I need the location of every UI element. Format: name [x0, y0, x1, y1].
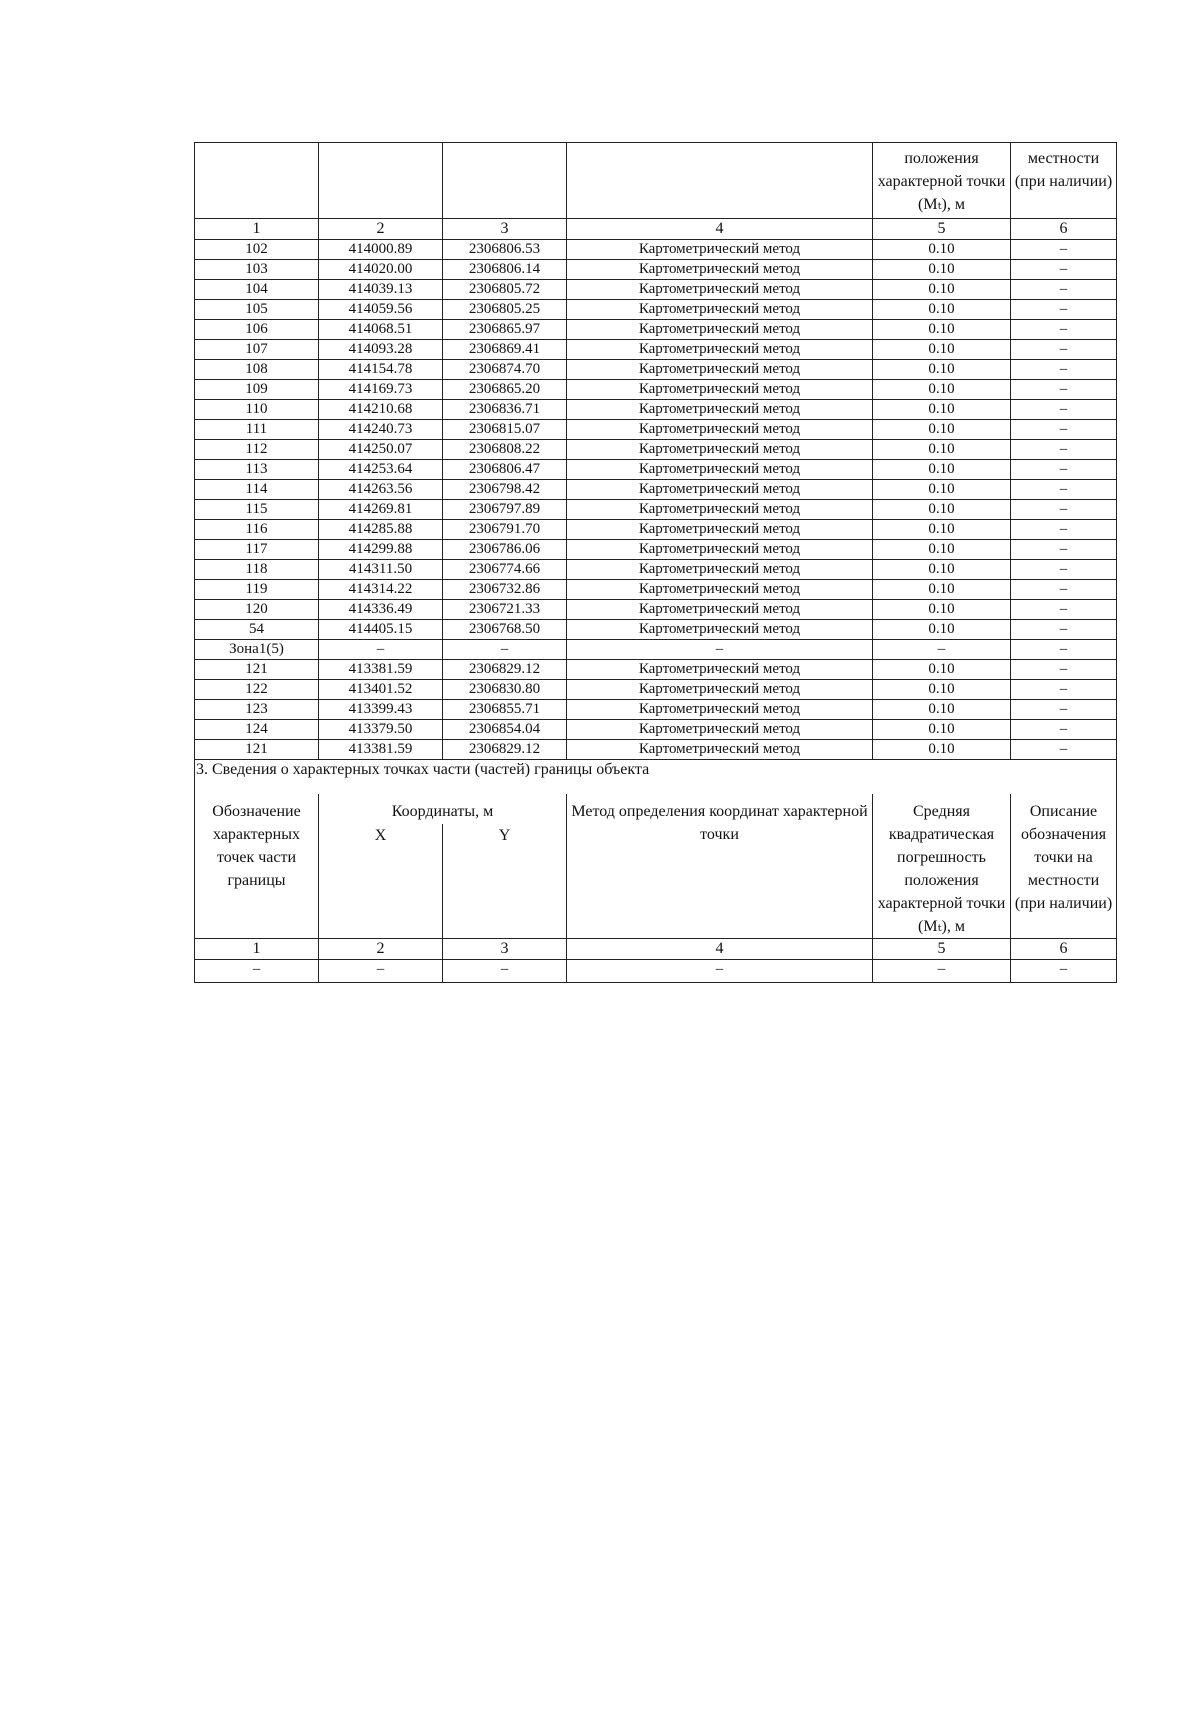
table-cell: – — [1011, 680, 1117, 700]
table-cell: – — [1011, 700, 1117, 720]
table-cell: – — [873, 960, 1011, 983]
header-cell-empty — [195, 143, 319, 219]
table-cell: – — [319, 640, 443, 660]
table-cell: 414093.28 — [319, 340, 443, 360]
column-number: 1 — [195, 939, 319, 960]
table-cell: – — [1011, 460, 1117, 480]
table-cell: Картометрический метод — [567, 260, 873, 280]
column-number-row — [195, 939, 1117, 960]
table-cell: 116 — [195, 520, 319, 540]
table-cell: – — [1011, 240, 1117, 260]
table-cell: 112 — [195, 440, 319, 460]
table-cell: – — [1011, 400, 1117, 420]
table-cell: 414285.88 — [319, 520, 443, 540]
table-row — [195, 300, 1117, 320]
table-cell: 0.10 — [873, 580, 1011, 600]
table-cell: Картометрический метод — [567, 240, 873, 260]
table-row — [195, 600, 1117, 620]
table-cell: Картометрический метод — [567, 700, 873, 720]
header-description: местности (при наличии) — [1011, 143, 1117, 219]
column-number: 4 — [567, 219, 873, 240]
table-cell: 2306865.20 — [443, 380, 567, 400]
table-cell: – — [1011, 620, 1117, 640]
table-cell: Картометрический метод — [567, 620, 873, 640]
table-cell: 414000.89 — [319, 240, 443, 260]
table-row — [195, 700, 1117, 720]
table-row — [195, 620, 1117, 640]
table-row — [195, 420, 1117, 440]
table-cell: – — [1011, 520, 1117, 540]
table-cell: 414039.13 — [319, 280, 443, 300]
table-cell: 414269.81 — [319, 500, 443, 520]
table-cell: – — [1011, 560, 1117, 580]
table-row — [195, 660, 1117, 680]
table-cell: – — [567, 960, 873, 983]
table-cell: Картометрический метод — [567, 500, 873, 520]
table-cell: – — [1011, 480, 1117, 500]
table-cell: 103 — [195, 260, 319, 280]
table-cell: 2306865.97 — [443, 320, 567, 340]
table-cell: 413399.43 — [319, 700, 443, 720]
table-cell: 0.10 — [873, 420, 1011, 440]
table-cell: 414263.56 — [319, 480, 443, 500]
table-cell: 414250.07 — [319, 440, 443, 460]
table-cell: Картометрический метод — [567, 540, 873, 560]
table-cell: 2306806.53 — [443, 240, 567, 260]
table-cell: 123 — [195, 700, 319, 720]
table-cell: – — [1011, 300, 1117, 320]
table-cell: 0.10 — [873, 700, 1011, 720]
table-cell: 2306829.12 — [443, 660, 567, 680]
table-cell: – — [1011, 420, 1117, 440]
column-number: 2 — [319, 219, 443, 240]
header-x: X — [319, 824, 443, 938]
table-cell: 2306830.80 — [443, 680, 567, 700]
table-cell: 414336.49 — [319, 600, 443, 620]
table-cell: 2306805.25 — [443, 300, 567, 320]
column-number: 6 — [1011, 219, 1117, 240]
table-row — [195, 260, 1117, 280]
table-cell: 119 — [195, 580, 319, 600]
table-cell: 0.10 — [873, 260, 1011, 280]
table-cell: 124 — [195, 720, 319, 740]
table-cell: 0.10 — [873, 300, 1011, 320]
table-cell: Картометрический метод — [567, 360, 873, 380]
table-cell: 2306732.86 — [443, 580, 567, 600]
table-cell: 0.10 — [873, 560, 1011, 580]
table-row — [195, 520, 1117, 540]
table-cell: – — [1011, 380, 1117, 400]
table-cell: 2306786.06 — [443, 540, 567, 560]
table-cell: 110 — [195, 400, 319, 420]
table-cell: 54 — [195, 620, 319, 640]
table-cell: Картометрический метод — [567, 600, 873, 620]
table-row — [195, 320, 1117, 340]
table-cell: 414253.64 — [319, 460, 443, 480]
table-cell: – — [1011, 720, 1117, 740]
table-cell: 414059.56 — [319, 300, 443, 320]
table-cell: 2306854.04 — [443, 720, 567, 740]
table-cell: 2306874.70 — [443, 360, 567, 380]
column-number: 3 — [443, 939, 567, 960]
table-cell: – — [1011, 340, 1117, 360]
table-row — [195, 580, 1117, 600]
column-number-row — [195, 219, 1117, 240]
table-cell: 118 — [195, 560, 319, 580]
table-cell: – — [1011, 540, 1117, 560]
table-cell: 0.10 — [873, 280, 1011, 300]
table-cell: 115 — [195, 500, 319, 520]
coordinates-table — [194, 142, 1117, 983]
table-cell: 413379.50 — [319, 720, 443, 740]
table-row — [195, 280, 1117, 300]
table-cell: 122 — [195, 680, 319, 700]
table-cell: – — [1011, 280, 1117, 300]
table-cell: Картометрический метод — [567, 720, 873, 740]
table-cell: 107 — [195, 340, 319, 360]
table-cell: 0.10 — [873, 520, 1011, 540]
table-cell: 104 — [195, 280, 319, 300]
table-cell: Картометрический метод — [567, 480, 873, 500]
table-cell: 109 — [195, 380, 319, 400]
table-cell: 121 — [195, 660, 319, 680]
table-row — [195, 500, 1117, 520]
table-cell: 2306797.89 — [443, 500, 567, 520]
section-3-header-row — [195, 794, 1117, 824]
table-cell: 0.10 — [873, 600, 1011, 620]
table-row — [195, 740, 1117, 760]
table-cell: – — [1011, 320, 1117, 340]
column-number: 2 — [319, 939, 443, 960]
table-cell: 0.10 — [873, 360, 1011, 380]
table-cell: 0.10 — [873, 440, 1011, 460]
table-cell: 414240.73 — [319, 420, 443, 440]
table-cell: 414020.00 — [319, 260, 443, 280]
table-cell: Картометрический метод — [567, 420, 873, 440]
table-row — [195, 480, 1117, 500]
table-cell: – — [1011, 580, 1117, 600]
table-cell: 106 — [195, 320, 319, 340]
header-cell-empty — [443, 143, 567, 219]
table-cell: 0.10 — [873, 720, 1011, 740]
table-cell: 2306791.70 — [443, 520, 567, 540]
table-cell: 413401.52 — [319, 680, 443, 700]
column-number: 6 — [1011, 939, 1117, 960]
table-cell: 0.10 — [873, 680, 1011, 700]
table-cell: 2306806.14 — [443, 260, 567, 280]
header-method: Метод определения координат характерной точки — [567, 794, 873, 939]
table-cell: Картометрический метод — [567, 680, 873, 700]
table-cell: – — [567, 640, 873, 660]
table-cell: 2306836.71 — [443, 400, 567, 420]
table-cell: Картометрический метод — [567, 460, 873, 480]
table-cell: 0.10 — [873, 740, 1011, 760]
header-description: Описание обозначения точки на местности (при наличии) — [1011, 794, 1117, 939]
table-cell: 2306806.47 — [443, 460, 567, 480]
table-cell: 114 — [195, 480, 319, 500]
table-cell: Картометрический метод — [567, 740, 873, 760]
table-cell: – — [1011, 740, 1117, 760]
table-row — [195, 460, 1117, 480]
table-cell: – — [1011, 260, 1117, 280]
table-cell: 2306829.12 — [443, 740, 567, 760]
table-cell: – — [1011, 600, 1117, 620]
table-cell: 0.10 — [873, 460, 1011, 480]
table-cell: 2306869.41 — [443, 340, 567, 360]
table-cell: – — [1011, 640, 1117, 660]
continued-header-row — [195, 143, 1117, 219]
header-cell-empty — [567, 143, 873, 219]
table-cell: 0.10 — [873, 340, 1011, 360]
table-cell: 0.10 — [873, 400, 1011, 420]
table-row — [195, 560, 1117, 580]
table-cell: 0.10 — [873, 620, 1011, 640]
table-row — [195, 380, 1117, 400]
table-cell: 113 — [195, 460, 319, 480]
table-cell: 414405.15 — [319, 620, 443, 640]
column-number: 4 — [567, 939, 873, 960]
table-cell: Картометрический метод — [567, 400, 873, 420]
table-cell: 102 — [195, 240, 319, 260]
table-cell: – — [1011, 960, 1117, 983]
table-cell: 120 — [195, 600, 319, 620]
table-cell: 414068.51 — [319, 320, 443, 340]
header-accuracy: положения характерной точки (Mₜ), м — [873, 143, 1011, 219]
column-number: 1 — [195, 219, 319, 240]
table-cell: 121 — [195, 740, 319, 760]
header-cell-empty — [319, 143, 443, 219]
table-row — [195, 640, 1117, 660]
table-cell: – — [443, 960, 567, 983]
table-cell: – — [1011, 440, 1117, 460]
table-cell: Картометрический метод — [567, 440, 873, 460]
column-number: 5 — [873, 219, 1011, 240]
column-number: 3 — [443, 219, 567, 240]
table-cell: 0.10 — [873, 320, 1011, 340]
table-cell: – — [873, 640, 1011, 660]
table-row — [195, 400, 1117, 420]
table-cell: Картометрический метод — [567, 580, 873, 600]
table-cell: 414314.22 — [319, 580, 443, 600]
header-point-designation: Обозначение характерных точек части границы — [195, 794, 319, 939]
header-y: Y — [443, 824, 567, 938]
table-cell: 0.10 — [873, 380, 1011, 400]
section-3-title-row — [195, 760, 1117, 795]
table-cell: Картометрический метод — [567, 520, 873, 540]
table-row — [195, 240, 1117, 260]
header-accuracy: Средняя квадратическая погрешность положения характерной точки (Mₜ), м — [873, 794, 1011, 939]
header-coordinates: Координаты, м — [319, 794, 567, 824]
table-cell: 2306805.72 — [443, 280, 567, 300]
table-cell: Картометрический метод — [567, 300, 873, 320]
table-cell: 414154.78 — [319, 360, 443, 380]
table-cell: – — [1011, 360, 1117, 380]
table-cell: 0.10 — [873, 480, 1011, 500]
table-cell: 413381.59 — [319, 740, 443, 760]
table-row — [195, 360, 1117, 380]
table-cell: – — [1011, 660, 1117, 680]
table-cell: Картометрический метод — [567, 280, 873, 300]
table-cell: 0.10 — [873, 660, 1011, 680]
table-cell: 414169.73 — [319, 380, 443, 400]
table-cell: 2306798.42 — [443, 480, 567, 500]
table-cell: Картометрический метод — [567, 320, 873, 340]
table-row — [195, 440, 1117, 460]
table-cell: 2306768.50 — [443, 620, 567, 640]
table-cell: 105 — [195, 300, 319, 320]
table-cell: 0.10 — [873, 240, 1011, 260]
table-cell: 0.10 — [873, 540, 1011, 560]
table-row — [195, 340, 1117, 360]
table-cell: 413381.59 — [319, 660, 443, 680]
table-cell: Зона1(5) — [195, 640, 319, 660]
table-cell: Картометрический метод — [567, 560, 873, 580]
table-cell: 414210.68 — [319, 400, 443, 420]
table-cell: 2306774.66 — [443, 560, 567, 580]
table-row — [195, 680, 1117, 700]
table-row — [195, 720, 1117, 740]
table-cell: 414311.50 — [319, 560, 443, 580]
table-cell: 2306721.33 — [443, 600, 567, 620]
table-cell: Картометрический метод — [567, 380, 873, 400]
table-cell: Картометрический метод — [567, 660, 873, 680]
table-cell: – — [1011, 500, 1117, 520]
table-cell: – — [319, 960, 443, 983]
table-cell: 2306808.22 — [443, 440, 567, 460]
table-cell: – — [195, 960, 319, 983]
table-cell: Картометрический метод — [567, 340, 873, 360]
column-number: 5 — [873, 939, 1011, 960]
table-cell: 108 — [195, 360, 319, 380]
table-cell: – — [443, 640, 567, 660]
table-cell: 0.10 — [873, 500, 1011, 520]
table-row — [195, 540, 1117, 560]
table-cell: 111 — [195, 420, 319, 440]
table-cell: 2306855.71 — [443, 700, 567, 720]
table-cell: 2306815.07 — [443, 420, 567, 440]
table-row — [195, 960, 1117, 983]
table-cell: 414299.88 — [319, 540, 443, 560]
table-cell: 117 — [195, 540, 319, 560]
section-3-title: 3. Сведения о характерных точках части (частей) границы объекта — [195, 760, 1117, 795]
